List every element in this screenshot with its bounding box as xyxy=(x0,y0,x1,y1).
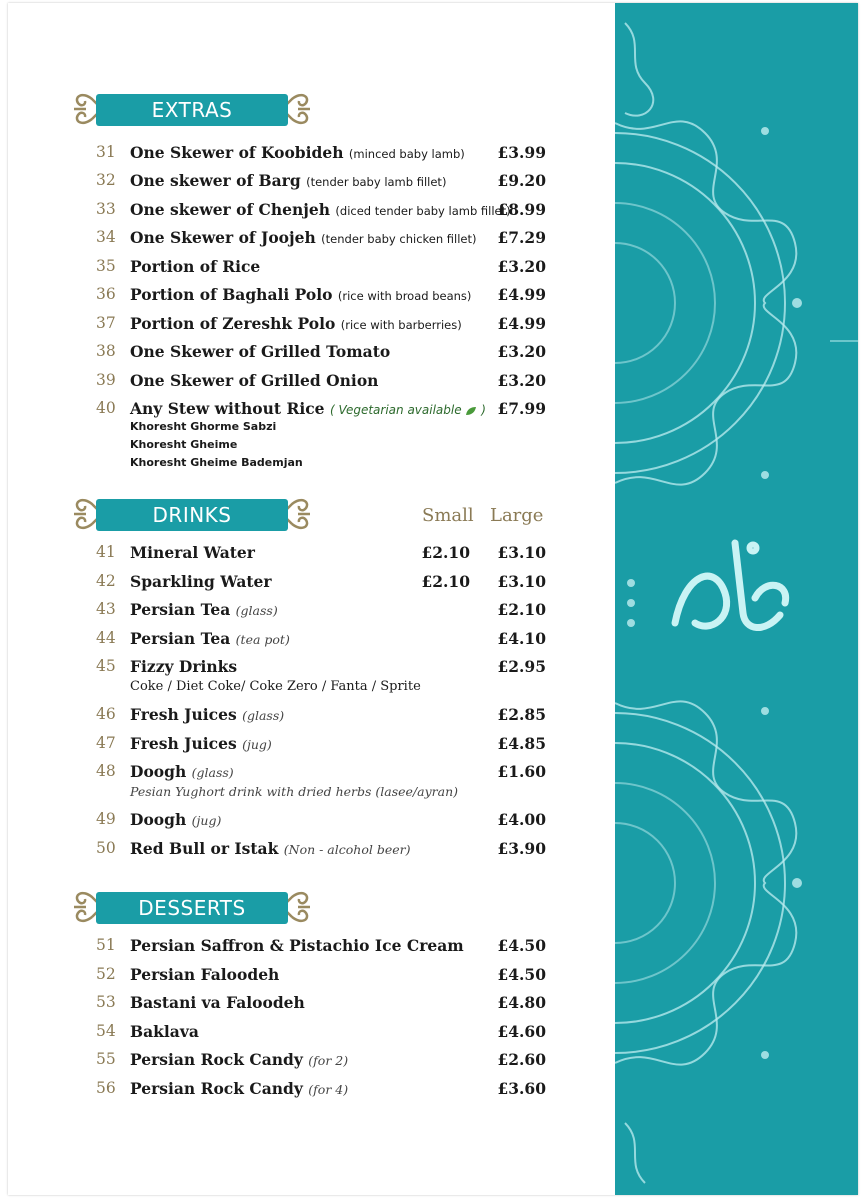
fizzy-drinks-options: Coke / Diet Coke/ Coke Zero / Fanta / Sprite xyxy=(130,679,421,694)
item-name xyxy=(130,228,477,247)
item-number: 34 xyxy=(96,228,116,246)
item-name-text: Persian Saffron & Pistachio Ice Cream xyxy=(130,936,464,955)
item-name xyxy=(130,572,272,591)
item-price: £4.60 xyxy=(497,1022,546,1041)
menu-item xyxy=(96,993,546,1019)
item-name-text: Red Bull or Istak xyxy=(130,839,279,858)
menu-item xyxy=(96,257,546,283)
item-price: £3.20 xyxy=(497,342,546,361)
item-price: £2.10 xyxy=(497,600,546,619)
item-number: 54 xyxy=(96,1022,116,1040)
item-name xyxy=(130,965,279,984)
menu-item xyxy=(96,1079,546,1105)
item-name xyxy=(130,257,260,276)
item-number: 37 xyxy=(96,314,116,332)
item-name-text: Fizzy Drinks xyxy=(130,657,238,676)
item-name-text: One Skewer of Joojeh xyxy=(130,228,316,247)
menu-item xyxy=(96,572,546,598)
item-name xyxy=(130,993,305,1012)
item-name-text: Persian Tea xyxy=(130,629,231,648)
item-note: (tender baby lamb fillet) xyxy=(306,175,447,189)
calligraphy-icon xyxy=(675,543,786,628)
menu-item xyxy=(96,171,546,197)
item-price: £3.60 xyxy=(497,1079,546,1098)
item-price: £2.60 xyxy=(497,1050,546,1069)
item-name xyxy=(130,314,462,333)
item-name xyxy=(130,543,255,562)
item-name-text: Portion of Rice xyxy=(130,257,261,276)
menu-item xyxy=(96,342,546,368)
item-name-text: One Skewer of Grilled Onion xyxy=(130,371,379,390)
item-number: 49 xyxy=(96,810,116,828)
item-name-text: Doogh xyxy=(130,762,187,781)
mandala-ornament-icon xyxy=(615,3,858,1195)
item-name xyxy=(130,171,446,190)
item-price: £4.85 xyxy=(497,734,546,753)
item-price: £3.10 xyxy=(497,543,546,562)
item-number: 45 xyxy=(96,657,116,675)
item-price-small: £2.10 xyxy=(421,543,470,562)
item-note: (for 4) xyxy=(308,1082,349,1097)
menu-item xyxy=(96,285,546,311)
item-price: £3.20 xyxy=(497,257,546,276)
section-title: DESSERTS xyxy=(138,896,246,920)
item-note: (glass) xyxy=(242,708,285,723)
item-name xyxy=(130,657,237,676)
item-note: (tea pot) xyxy=(235,632,290,647)
item-name xyxy=(130,629,290,648)
vegetarian-note xyxy=(330,403,486,417)
menu-item xyxy=(96,600,546,626)
item-price: £4.50 xyxy=(497,965,546,984)
stew-option: Khoresht Gheime Bademjan xyxy=(130,456,303,469)
veg-open: ( xyxy=(329,403,339,417)
item-name xyxy=(130,762,234,781)
item-name-text: Sparkling Water xyxy=(130,572,272,591)
item-number: 39 xyxy=(96,371,116,389)
item-price: £2.95 xyxy=(497,657,546,676)
item-price: £7.99 xyxy=(497,399,546,418)
item-name-text: Any Stew without Rice xyxy=(130,399,325,418)
item-note: (minced baby lamb) xyxy=(348,147,465,161)
item-note: (jug) xyxy=(191,813,222,828)
item-price: £4.10 xyxy=(497,629,546,648)
item-name-text: Persian Rock Candy xyxy=(130,1079,303,1098)
menu-item xyxy=(96,839,546,865)
item-number: 47 xyxy=(96,734,116,752)
menu-item xyxy=(96,200,546,226)
item-name xyxy=(130,143,465,162)
item-name xyxy=(130,342,390,361)
item-price: £3.20 xyxy=(497,371,546,390)
item-name-text: Portion of Baghali Polo xyxy=(130,285,333,304)
item-number: 51 xyxy=(96,936,116,954)
section-header-extras xyxy=(72,87,312,131)
item-number: 50 xyxy=(96,839,116,857)
item-number: 55 xyxy=(96,1050,116,1068)
item-name-text: Persian Tea xyxy=(130,600,231,619)
item-name xyxy=(130,810,221,829)
item-note: (tender baby chicken fillet) xyxy=(321,232,477,246)
item-number: 38 xyxy=(96,342,116,360)
item-number: 32 xyxy=(96,171,116,189)
item-note: (rice with broad beans) xyxy=(337,289,472,303)
item-number: 41 xyxy=(96,543,116,561)
menu-item xyxy=(96,143,546,169)
item-name-text: Fresh Juices xyxy=(130,734,237,753)
item-name-text: Baklava xyxy=(130,1022,199,1041)
decorative-side-panel xyxy=(615,3,858,1195)
menu-item xyxy=(96,371,546,397)
stew-option: Khoresht Gheime xyxy=(130,438,238,451)
section-header-desserts xyxy=(72,885,312,929)
item-number: 53 xyxy=(96,993,116,1011)
item-price: £4.50 xyxy=(497,936,546,955)
item-name xyxy=(130,936,464,955)
menu-item xyxy=(96,810,546,836)
item-number: 44 xyxy=(96,629,116,647)
section-title: EXTRAS xyxy=(151,98,233,122)
section-header-drinks xyxy=(72,492,312,536)
item-number: 42 xyxy=(96,572,116,590)
item-number: 56 xyxy=(96,1079,116,1097)
item-name xyxy=(130,371,378,390)
item-number: 46 xyxy=(96,705,116,723)
leaf-icon xyxy=(465,406,477,416)
item-name xyxy=(130,705,284,724)
item-price: £2.85 xyxy=(497,705,546,724)
item-name-text: Portion of Zereshk Polo xyxy=(130,314,336,333)
item-price: £8.99 xyxy=(497,200,546,219)
item-name xyxy=(130,285,471,304)
menu-item xyxy=(96,1022,546,1048)
item-price: £4.99 xyxy=(497,314,546,333)
item-name-text: One skewer of Barg xyxy=(130,171,301,190)
doogh-description: Pesian Yughort drink with dried herbs (lasee/ayran) xyxy=(130,784,458,799)
item-name xyxy=(130,839,410,858)
menu-item xyxy=(96,936,546,962)
menu-item xyxy=(96,629,546,655)
item-name-text: Fresh Juices xyxy=(130,705,237,724)
item-name-text: Doogh xyxy=(130,810,187,829)
item-name-text: One skewer of Chenjeh xyxy=(130,200,331,219)
item-name xyxy=(130,200,511,219)
menu-item xyxy=(96,314,546,340)
item-name-text: Bastani va Faloodeh xyxy=(130,993,305,1012)
item-name-text: Persian Rock Candy xyxy=(130,1050,303,1069)
item-price: £1.60 xyxy=(497,762,546,781)
item-name xyxy=(130,1079,348,1098)
item-note: (jug) xyxy=(242,737,272,752)
item-number: 36 xyxy=(96,285,116,303)
menu-item xyxy=(96,1050,546,1076)
item-number: 52 xyxy=(96,965,116,983)
stew-option: Khoresht Ghorme Sabzi xyxy=(130,420,277,433)
item-price: £9.20 xyxy=(497,171,546,190)
item-price: £3.90 xyxy=(497,839,546,858)
item-number: 48 xyxy=(96,762,116,780)
section-title: DRINKS xyxy=(152,503,232,527)
item-number: 43 xyxy=(96,600,116,618)
item-name-text: One Skewer of Koobideh xyxy=(130,143,344,162)
item-name xyxy=(130,1022,199,1041)
item-note: (glass) xyxy=(191,765,234,780)
item-price-small: £2.10 xyxy=(421,572,470,591)
item-name xyxy=(130,600,278,619)
item-note: (for 2) xyxy=(308,1053,349,1068)
item-name-text: Persian Faloodeh xyxy=(130,965,280,984)
item-name-text: Mineral Water xyxy=(130,543,255,562)
item-number: 31 xyxy=(96,143,116,161)
veg-label: Vegetarian available xyxy=(338,403,462,417)
item-note: (glass) xyxy=(235,603,278,618)
column-header-small: Small xyxy=(422,505,474,526)
item-name xyxy=(130,1050,348,1069)
item-name xyxy=(130,734,272,753)
item-price: £3.10 xyxy=(497,572,546,591)
item-price: £4.00 xyxy=(497,810,546,829)
item-note: (Non - alcohol beer) xyxy=(283,842,411,857)
item-price: £4.99 xyxy=(497,285,546,304)
item-number: 33 xyxy=(96,200,116,218)
veg-close: ) xyxy=(477,403,486,417)
item-name-text: One Skewer of Grilled Tomato xyxy=(130,342,391,361)
menu-item xyxy=(96,965,546,991)
item-note: (rice with barberries) xyxy=(340,318,462,332)
menu-item xyxy=(96,228,546,254)
item-price: £4.80 xyxy=(497,993,546,1012)
item-price: £3.99 xyxy=(497,143,546,162)
menu-item xyxy=(96,543,546,569)
item-number: 40 xyxy=(96,399,116,417)
item-note: (diced tender baby lamb fillet) xyxy=(335,204,511,218)
menu-item xyxy=(96,734,546,760)
item-number: 35 xyxy=(96,257,116,275)
menu-item xyxy=(96,705,546,731)
item-name xyxy=(130,399,486,418)
column-header-large: Large xyxy=(490,505,544,526)
item-price: £7.29 xyxy=(497,228,546,247)
